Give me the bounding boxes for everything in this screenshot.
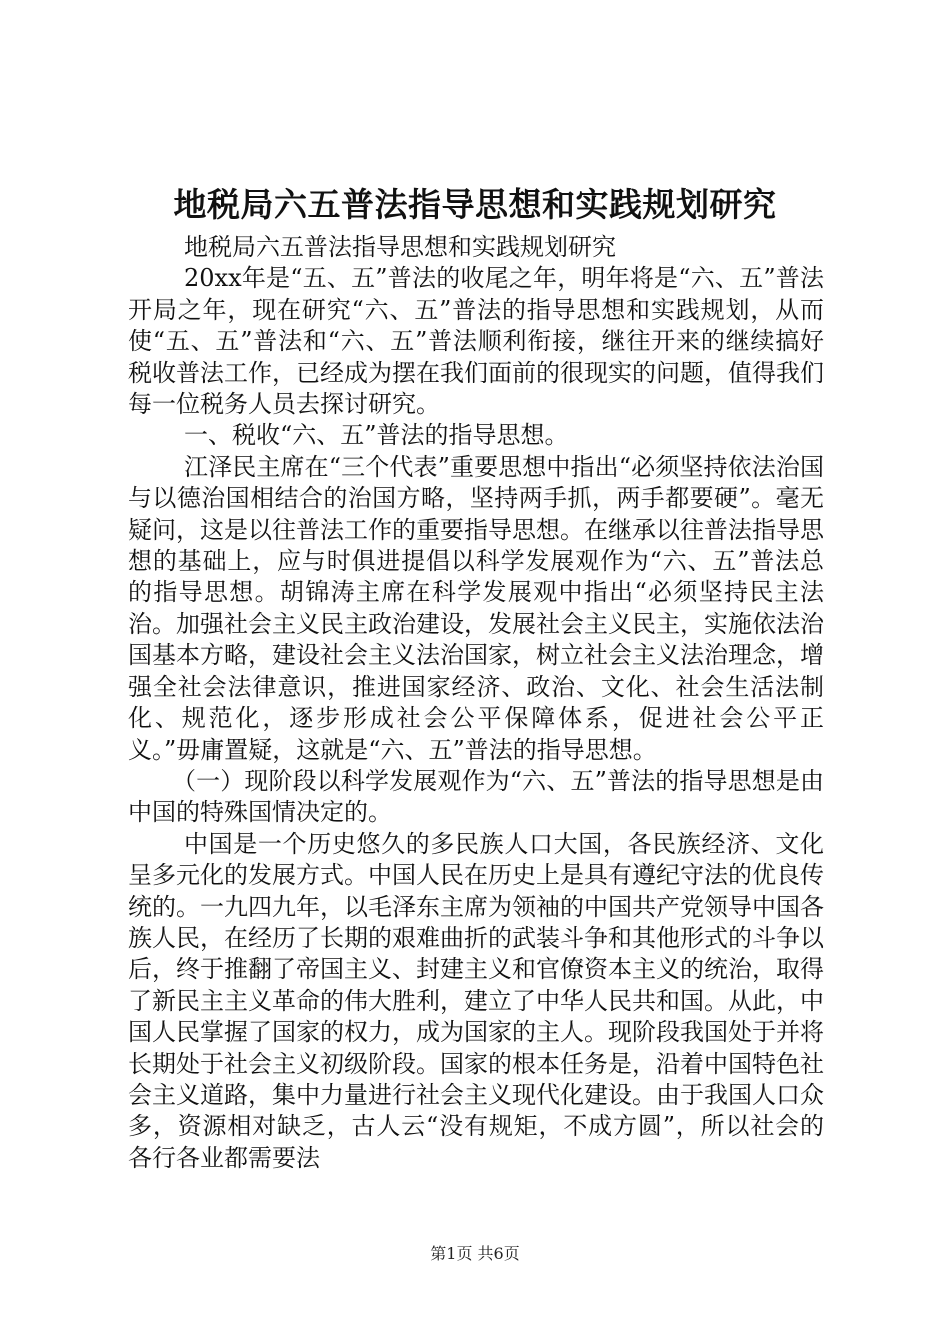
document-title: 地税局六五普法指导思想和实践规划研究 <box>173 185 777 224</box>
paragraph-subtitle: 地税局六五普法指导思想和实践规划研究 <box>184 233 616 261</box>
paragraph-guiding-thought: 江泽民主席在“三个代表”重要思想中指出“必须坚持依法治国与以德治国相结合的治国方略，坚持两手抓，两手都要硬”。毫无疑问，这是以往普法工作的重要指导思想。在继承以往普法指导思想的基础上，应与时俱进提倡以科学发展观作为“六、五”普法总的指导思想。胡锦涛主席在科学发展观中指出“必须坚持民主法治。加强社会主义民主政治建设，发展社会主义民主，实施依法治国基本方略，建设社会主义法治国家，树立社会主义法治理念，增强全社会法律意识，推进国家经济、政治、文化、社会生活法制化、规范化，逐步形成社会公平保障体系，促进社会公平正义。”毋庸置疑，这就是“六、五”普法的指导思想。 <box>128 452 824 764</box>
document-body <box>128 232 824 1174</box>
subsection-heading: （一）现阶段以科学发展观作为“六、五”普法的指导思想是由中国的特殊国情决定的。 <box>128 766 824 827</box>
paragraph-intro: 20xx年是“五、五”普法的收尾之年，明年将是“六、五”普法开局之年，现在研究“六、五”普法的指导思想和实践规划，从而使“五、五”普法和“六、五”普法顺利衔接，继往开来的继续搞好税收普法工作，已经成为摆在我们面前的很现实的问题，值得我们每一位税务人员去探讨研究。 <box>128 264 824 419</box>
paragraph-national-conditions: 中国是一个历史悠久的多民族人口大国，各民族经济、文化呈多元化的发展方式。中国人民在历史上是具有遵纪守法的优良传统的。一九四九年，以毛泽东主席为领袖的中国共产党领导中国各族人民，在经历了长期的艰难曲折的武装斗争和其他形式的斗争以后，终于推翻了帝国主义、封建主义和官僚资本主义的统治，取得了新民主主义革命的伟大胜利，建立了中华人民共和国。从此，中国人民掌握了国家的权力，成为国家的主人。现阶段我国处于并将长期处于社会主义初级阶段。国家的根本任务是，沿着中国特色社会主义道路，集中力量进行社会主义现代化建设。由于我国人口众多，资源相对缺乏，古人云“没有规矩，不成方圆”，所以社会的各行各业都需要法 <box>128 829 824 1172</box>
page-number-footer: 第1页 共6页 <box>430 1244 520 1263</box>
section-heading: 一、税收“六、五”普法的指导思想。 <box>184 421 569 450</box>
